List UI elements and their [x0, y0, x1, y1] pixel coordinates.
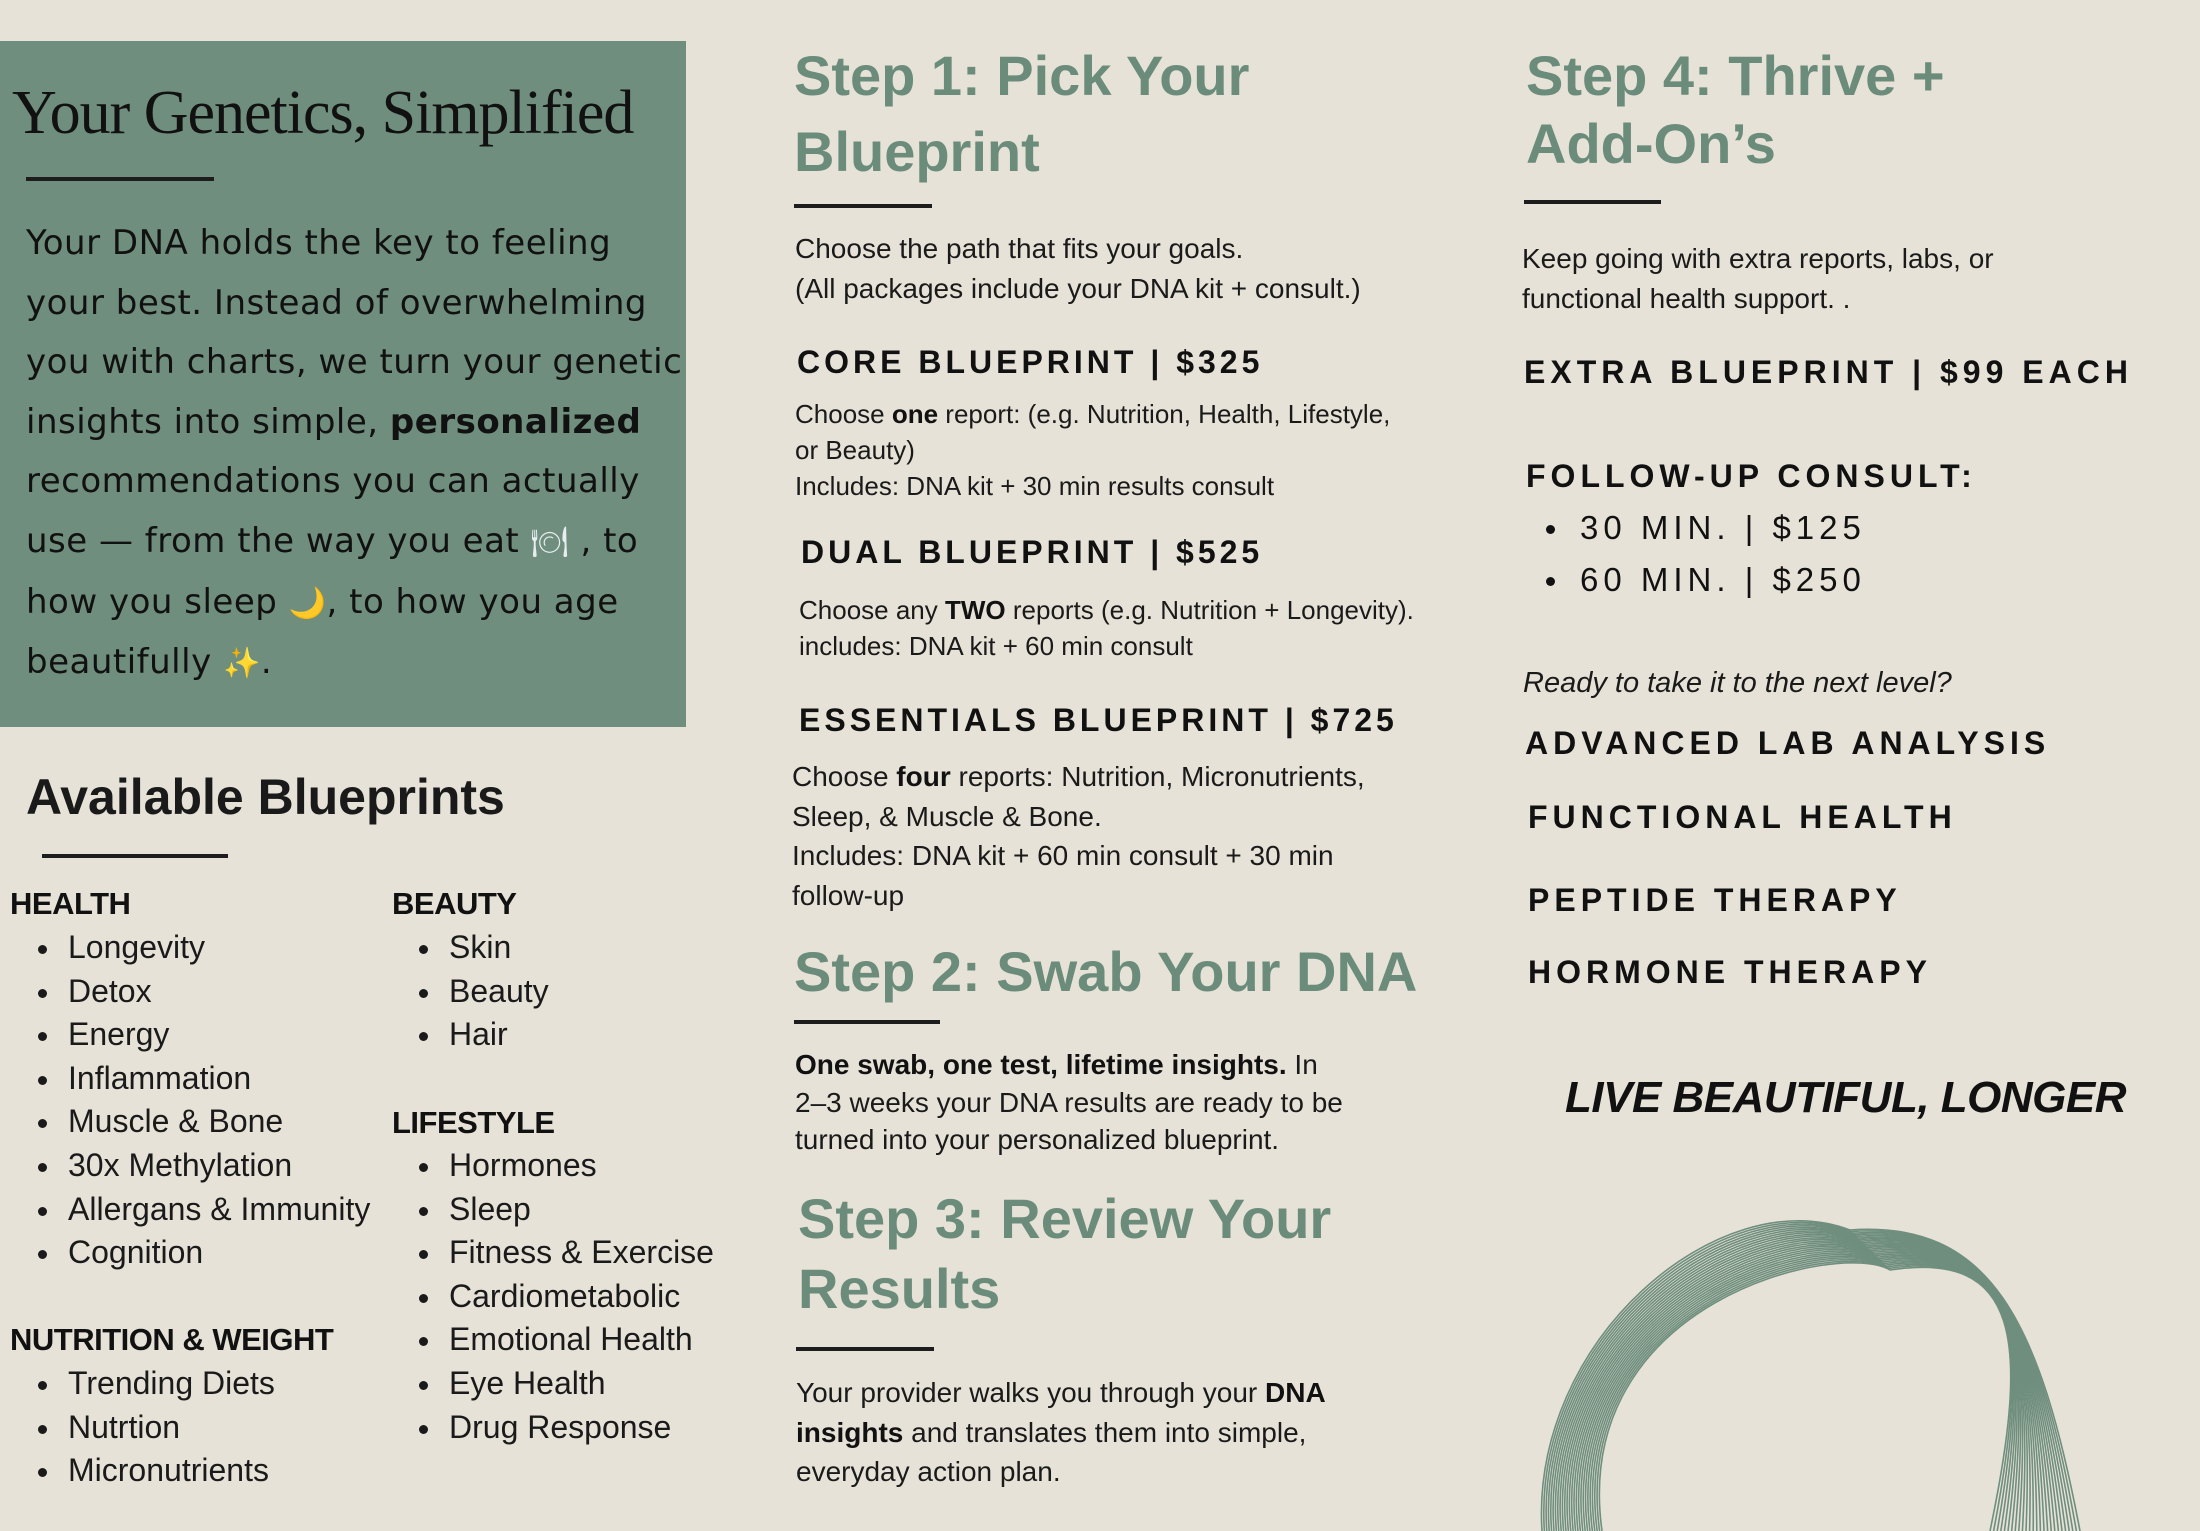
intro-line: you with charts, we turn your genetic [26, 342, 683, 383]
step4-title-line1: Step 4: Thrive + [1526, 44, 1945, 107]
step2-title: Step 2: Swab Your DNA [794, 940, 1418, 1003]
intro-title: Your Genetics, Simplified [12, 79, 634, 147]
desc-text: report: (e.g. Nutrition, Health, Lifestyle, [938, 399, 1391, 429]
desc-line: or Beauty) [795, 435, 915, 465]
list-item: Sleep [409, 1188, 714, 1232]
wave-line [1565, 1238, 2044, 1531]
intro-text: , to [569, 520, 639, 561]
consult-option: 60 MIN. | $250 [1526, 554, 1866, 606]
intro-line: recommendations you can actually [26, 461, 640, 502]
desc-line: Includes: DNA kit + 60 min consult + 30 min [792, 840, 1334, 871]
step4-title-line2: Add-On’s [1526, 112, 1776, 175]
step3-title-line2: Results [798, 1257, 1001, 1320]
addon-advanced-lab: ADVANCED LAB ANALYSIS [1525, 725, 2051, 761]
list-item: Micronutrients [28, 1449, 275, 1493]
step4-intro-line: functional health support. . [1522, 282, 1851, 314]
intro-line: your best. Instead of overwhelming [26, 282, 647, 323]
wave-line [1544, 1222, 2077, 1531]
intro-paragraph [26, 214, 683, 694]
sparkles-icon: ✨ [223, 646, 261, 682]
intro-line: Your DNA holds the key to feeling [26, 223, 612, 263]
desc-line [795, 396, 1390, 432]
core-blueprint-heading: CORE BLUEPRINT | $325 [797, 344, 1264, 380]
wave-line [1567, 1239, 2040, 1531]
desc-line [792, 757, 1365, 797]
plate-icon: 🍽 [530, 524, 570, 560]
list-item: Trending Diets [28, 1362, 275, 1406]
intro-text: insights into simple, [26, 401, 390, 442]
list-item: Hair [409, 1013, 549, 1057]
step3-body [796, 1373, 1326, 1492]
body-text: and translates them into simple, [903, 1416, 1307, 1448]
intro-line [26, 512, 676, 573]
desc-line: follow-up [792, 879, 905, 911]
consult-options [1526, 502, 1866, 606]
list-item: Skin [409, 926, 549, 970]
lifestyle-heading: LIFESTYLE [392, 1105, 555, 1140]
list-item: Beauty [409, 970, 549, 1014]
step1-title-line1: Step 1: Pick Your [794, 44, 1250, 107]
tagline: LIVE BEAUTIFUL, LONGER [1565, 1073, 2126, 1122]
desc-text: reports (e.g. Nutrition + Longevity). [1005, 595, 1414, 625]
desc-line: Sleep, & Muscle & Bone. [792, 800, 1102, 832]
addon-peptide-therapy: PEPTIDE THERAPY [1528, 882, 1902, 918]
desc-text: Choose [792, 761, 897, 792]
nutrition-list [28, 1362, 275, 1493]
body-line: turned into your personalized blueprint. [795, 1124, 1280, 1155]
beauty-heading: BEAUTY [392, 886, 517, 921]
body-text: In [1286, 1049, 1318, 1080]
body-bold: insights [796, 1416, 904, 1448]
desc-line [799, 592, 1414, 628]
desc-line: Includes: DNA kit + 30 min results consult [795, 471, 1275, 501]
step1-intro-line: Choose the path that fits your goals. [795, 233, 1244, 264]
moon-icon: 🌙 [288, 585, 327, 621]
list-item: Drug Response [409, 1406, 714, 1450]
step3-divider [796, 1347, 934, 1351]
wave-line [1569, 1241, 2036, 1531]
list-item: Fitness & Exercise [409, 1231, 714, 1275]
desc-text: reports: Nutrition, Micronutrients, [950, 761, 1365, 792]
body-line: everyday action plan. [796, 1456, 1061, 1487]
step1-title-line2: Blueprint [794, 120, 1040, 183]
dual-blueprint-desc [799, 592, 1414, 664]
intro-line [26, 393, 676, 453]
list-item: Longevity [28, 926, 370, 970]
wave-line [1572, 1243, 2034, 1531]
desc-text: Choose [795, 399, 892, 429]
list-item: Allergans & Immunity [28, 1188, 370, 1232]
body-bold: One swab, one test, lifetime insights. [795, 1049, 1287, 1080]
list-item: Energy [28, 1013, 370, 1057]
addon-functional-health: FUNCTIONAL HEALTH [1528, 799, 1957, 835]
desc-bold: TWO [944, 595, 1006, 625]
essentials-blueprint-desc [792, 757, 1365, 915]
step1-divider [794, 204, 932, 208]
body-text: Your provider walks you through your [796, 1377, 1265, 1408]
next-level-prompt: Ready to take it to the next level? [1523, 667, 1952, 699]
step3-title-line1: Step 3: Review Your [798, 1187, 1332, 1250]
extra-blueprint-heading: EXTRA BLUEPRINT | $99 EACH [1524, 354, 2133, 390]
list-item: Detox [28, 970, 370, 1014]
step4-intro [1522, 239, 1994, 318]
wave-line [1574, 1244, 2030, 1531]
list-item: Inflammation [28, 1057, 370, 1101]
body-line [796, 1373, 1326, 1413]
list-item: Emotional Health [409, 1318, 714, 1362]
health-list [28, 926, 370, 1275]
addon-hormone-therapy: HORMONE THERAPY [1528, 954, 1932, 990]
step1-intro [795, 229, 1361, 308]
step2-body [795, 1046, 1343, 1159]
intro-divider [26, 177, 214, 181]
essentials-blueprint-heading: ESSENTIALS BLUEPRINT | $725 [799, 702, 1398, 738]
desc-bold: four [896, 761, 951, 792]
list-item: Nutrtion [28, 1406, 275, 1450]
available-divider [42, 854, 228, 858]
intro-text: use — from the way you eat [26, 520, 531, 561]
followup-consult-heading: FOLLOW-UP CONSULT: [1526, 458, 1977, 494]
nutrition-heading: NUTRITION & WEIGHT [10, 1322, 334, 1357]
step4-divider [1524, 200, 1661, 204]
intro-text: . [260, 642, 273, 683]
intro-bold-text: personalized [389, 401, 642, 442]
body-line [795, 1046, 1343, 1084]
available-blueprints-title: Available Blueprints [26, 769, 505, 825]
desc-bold: one [891, 399, 939, 429]
desc-text: Choose any [799, 595, 945, 625]
intro-text: , to how you age [326, 581, 619, 622]
list-item: Muscle & Bone [28, 1100, 370, 1144]
list-item: Cardiometabolic [409, 1275, 714, 1319]
list-item: 30x Methylation [28, 1144, 370, 1188]
intro-text: beautifully [26, 642, 224, 683]
consult-option: 30 MIN. | $125 [1526, 502, 1866, 554]
step1-intro-line: (All packages include your DNA kit + consult.) [795, 272, 1361, 304]
list-item: Hormones [409, 1144, 714, 1188]
body-line [796, 1413, 1326, 1453]
intro-line [26, 573, 676, 634]
list-item: Cognition [28, 1231, 370, 1275]
dual-blueprint-heading: DUAL BLUEPRINT | $525 [801, 534, 1264, 570]
body-bold: DNA [1265, 1377, 1326, 1408]
step4-intro-line: Keep going with extra reports, labs, or [1522, 243, 1994, 274]
beauty-list [409, 926, 549, 1057]
list-item: Eye Health [409, 1362, 714, 1406]
core-blueprint-desc [795, 396, 1390, 504]
body-line: 2–3 weeks your DNA results are ready to be [795, 1086, 1343, 1118]
health-heading: HEALTH [10, 886, 131, 921]
intro-text: how you sleep [26, 581, 289, 622]
desc-line: includes: DNA kit + 60 min consult [799, 631, 1193, 661]
step2-divider [794, 1020, 940, 1024]
lifestyle-list [409, 1144, 714, 1449]
wave-line [1546, 1224, 2073, 1531]
intro-line [26, 633, 676, 694]
wave-line-art-icon [1520, 1200, 2200, 1531]
